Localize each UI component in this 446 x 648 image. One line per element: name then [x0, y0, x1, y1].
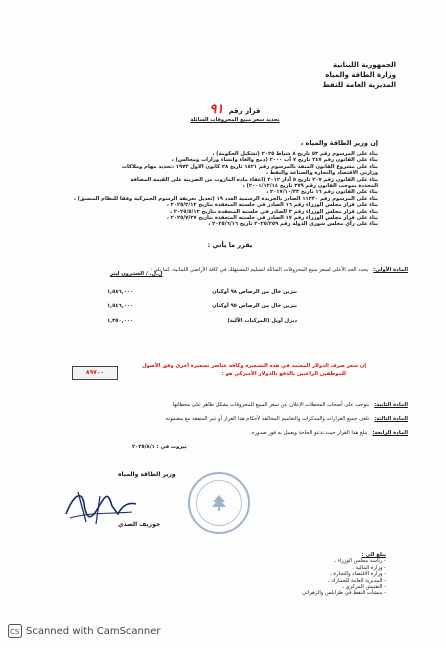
seal-outer-ring [188, 472, 250, 534]
signatory-title: وزير الطاقة والمياه [118, 471, 176, 478]
letterhead-republic: الجمهورية اللبنانية [332, 61, 396, 69]
decides-heading: يقرر ما يأتي : [207, 241, 253, 249]
preamble [58, 151, 378, 228]
distribution-title: يبلغ الى : [361, 552, 386, 558]
price-label: ديزل أويل (المركبات الآلية) [227, 317, 297, 324]
price-value: ١,٥٨٦,٠٠٠ [107, 289, 134, 295]
seal-inner-ring [196, 480, 242, 526]
distribution-item: - وزارة الاقتصاد والتجارة ، [330, 571, 386, 578]
price-value: ١,٥٤٦,٠٠٠ [107, 303, 134, 310]
price-table [107, 289, 297, 324]
exchange-rate-box [72, 366, 118, 380]
preamble-line: وزارتي الاقتصاد والتجارة والصناعة والنفط ، [265, 170, 378, 177]
preamble-line: بناء على المرسوم رقم ٥٣ تاريخ ٨ شباط ٢٠٢٥ (تشكيل الحكومة) ، [212, 151, 378, 157]
article-1-text: يحدد الحد الأعلى لسعر مبيع المحروقات السائلة لتسليم المستهلك في كافة الأراضي اللبنانية، كما يلي : [150, 267, 369, 273]
exchange-rate-note: إن سعر صرف الدولار المعتمد في هذه التسعيرة وكافة عناصر تسعيرة أخرى وفق الأصول [142, 363, 366, 369]
preamble-line: بناء على القانون رقم ٢٤٧ تاريخ ٧ آب ٢٠٠٠ (دمج والغاء وانشاء وزارات ومجالس) ، [171, 157, 378, 164]
decision-subject: تحديد سعر مبيع المحروقات السائلة [190, 117, 280, 123]
price-label: بنزين خال من الرصاص ٩٨ أوكتان [212, 289, 297, 295]
distribution-item: - رئاسة مجلس الوزراء ، [334, 558, 386, 565]
official-seal [188, 472, 250, 534]
decision-number-block [190, 98, 280, 117]
price-row [107, 318, 297, 324]
exchange-rate-value: ٨٩٧٠٠ [85, 369, 105, 376]
preamble-line: بناء على رأي مجلس شورى الدولة رقم ٢٠٢٥/٢٥٩ تاريخ ٢٠٢٥/٦/١٦ ، [208, 221, 378, 228]
usd-payment-note: للموظفين الراغبين بالدفع بالدولار الأميركي هو : [221, 371, 346, 377]
camscanner-logo-icon [8, 624, 22, 638]
price-value: ١,٣٥٠,٠٠٠ [107, 317, 134, 324]
article-2-text: يتوجب على أصحاب المحطات الإعلان عن سعر المبيع للمحروقات بشكل ظاهر على محطاتها. [171, 402, 370, 408]
article-4 [78, 419, 408, 438]
distribution-item: - المديرية العامة للجمارك ، [327, 577, 386, 584]
distribution-item: - وزارة المالية ، [352, 564, 386, 571]
preamble-line: بناء على المرسوم رقم ١١٢٣٠ الصادر بالجريدة الرسمية العدد ١٩ (تعديل تعريفة الرسوم الجمركية وفقا للنظام المنسق) ، [73, 195, 378, 202]
preamble-line: بناء على مشروع القانون المنفذ بالمرسوم رقم ١٨٢١ تاريخ ٢٨ كانون الاول ١٩٧٣ ،تحديد مهام وملاكات [121, 163, 378, 170]
price-column-header: ل.ل. / العشرون ليتر [110, 271, 163, 277]
preamble-line: بناء على القانون رقم ١٦ تاريخ ٢٠١٧/١٠/٢٣ ، [266, 189, 378, 196]
price-row [107, 303, 297, 309]
cedar-icon [210, 494, 228, 512]
article-2-label: المادة الثانية: [374, 402, 408, 408]
article-3-text: تلغى جميع القرارات والمذكرات والتعاميم المخالفة لأحكام هذا القرار أو غير المتفقة مع مضمونه. [164, 416, 370, 422]
issue-date: بيروت في : ٢٠٢٥/٨/١ [132, 444, 187, 450]
price-label: بنزين خال من الرصاص ٩٥ أوكتان [212, 303, 297, 310]
preamble-line: المحددة بموجب القانون رقم ٣٧٩ تاريخ ٢٠٠١/١٢/١٤) ، [242, 183, 378, 190]
preamble-line: بناء على القانون رقم ٢٠٧ تاريخ ٥ آذار ٢٠١٢ (اعفاء مادة المازوت من الضريبة على القيمة المضافة [130, 176, 378, 183]
svg-text:CS: CS [10, 628, 20, 636]
article-4-text: يبلغ هذا القرار حيث تدعو الحاجة ويعمل به فور صدوره. [250, 430, 368, 436]
decision-number: ٩١ [209, 102, 224, 117]
decision-number-label: قرار رقم [228, 107, 261, 115]
scanner-label: Scanned with CamScanner [26, 625, 161, 637]
distribution-item: - منشآت النفط في طرابلس والزهراني [302, 590, 386, 597]
article-3-label: المادة الثالثة: [374, 416, 408, 422]
minister-intro: إن وزير الطاقة والمياه ، [300, 139, 378, 147]
price-row [107, 289, 297, 295]
letterhead-directorate: المديرية العامة للنفط [322, 81, 396, 89]
signatory-name: جوزيف الصدي [118, 521, 161, 528]
article-4-label: المادة الرابعة: [372, 430, 408, 436]
letterhead [322, 60, 396, 90]
preamble-line: بناء على قرار مجلس الوزراء رقم ١٧ الصادر في جلسته المنعقدة بتاريخ ٢٠٢٥/٧/٢٧ ، [166, 215, 378, 222]
distribution-list [266, 552, 386, 597]
preamble-line: بناء على قرار مجلس الوزراء رقم ٣ الصادر في جلسته المنعقدة بتاريخ ٢٠٢٥/٥/١٢ ، [170, 208, 378, 215]
distribution-item: - التفتيش المركزي ، [342, 584, 386, 591]
article-1-label: المادة الأولى: [373, 267, 408, 273]
scanner-watermark [8, 624, 161, 638]
letterhead-ministry: وزارة الطاقة والمياه [325, 71, 396, 79]
preamble-line: بناء على قرار مجلس الوزراء رقم ١٦ الصادر في جلسته المنعقدة بتاريخ ٢٠٢٥/٣/١٢ ، [166, 202, 378, 209]
